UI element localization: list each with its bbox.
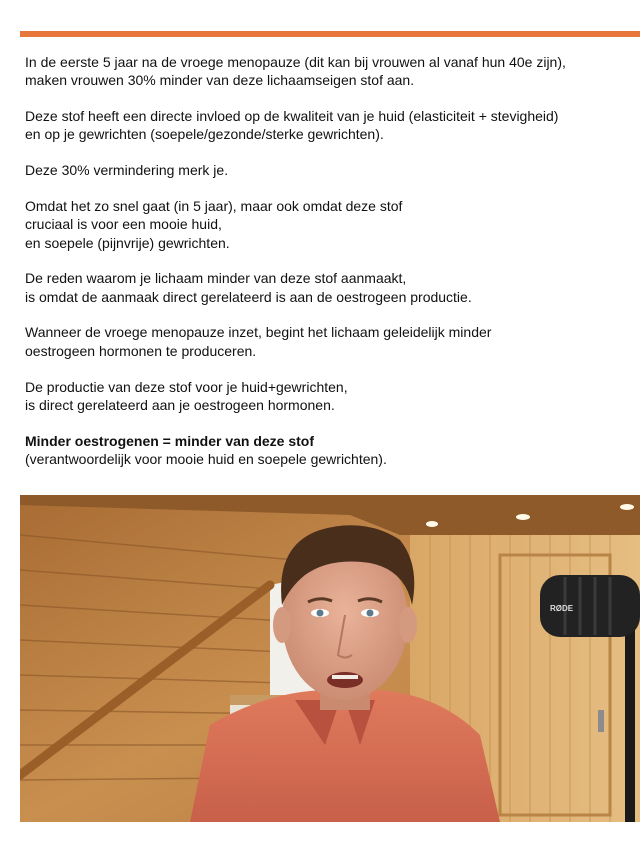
orange-divider: [20, 31, 640, 37]
text-line: Deze stof heeft een directe invloed op de kwaliteit van je huid (elasticiteit + stevigheid): [25, 108, 559, 125]
video-still[interactable]: [20, 495, 640, 822]
paragraph-8: [25, 432, 630, 469]
text-line: is direct gerelateerd aan je oestrogeen hormonen.: [25, 396, 335, 413]
mic-logo: RØDE: [550, 604, 574, 613]
text-line: cruciaal is voor een mooie huid,: [25, 216, 222, 233]
article-body: [25, 53, 630, 486]
paragraph-6: [25, 323, 630, 360]
paragraph-5: [25, 269, 630, 306]
text-line: oestrogeen hormonen te produceren.: [25, 342, 257, 359]
paragraph-1: [25, 53, 630, 90]
text-line: en op je gewrichten (soepele/gezonde/sterke gewrichten).: [25, 126, 384, 143]
video-scene: [20, 495, 640, 822]
text-line: Deze 30% vermindering merk je.: [25, 162, 229, 179]
text-line: De reden waarom je lichaam minder van deze stof aanmaakt,: [25, 270, 407, 287]
text-line: en soepele (pijnvrije) gewrichten.: [25, 234, 230, 251]
text-line: Wanneer de vroege menopauze inzet, begint het lichaam geleidelijk minder: [25, 324, 492, 341]
paragraph-4: [25, 197, 630, 252]
text-line: In de eerste 5 jaar na de vroege menopauze (dit kan bij vrouwen al vanaf hun 40e zijn),: [25, 54, 566, 70]
text-line: maken vrouwen 30% minder van deze lichaamseigen stof aan.: [25, 72, 415, 89]
bold-statement: Minder oestrogenen = minder van deze stof: [25, 432, 315, 449]
paragraph-7: [25, 378, 630, 415]
text-line: is omdat de aanmaak direct gerelateerd is aan de oestrogeen productie.: [25, 288, 472, 305]
text-line: Omdat het zo snel gaat (in 5 jaar), maar ook omdat deze stof: [25, 197, 403, 214]
text-line: De productie van deze stof voor je huid+gewrichten,: [25, 378, 348, 395]
paragraph-3: [25, 161, 630, 179]
text-line: (verantwoordelijk voor mooie huid en soepele gewrichten).: [25, 450, 387, 467]
paragraph-2: [25, 107, 630, 144]
